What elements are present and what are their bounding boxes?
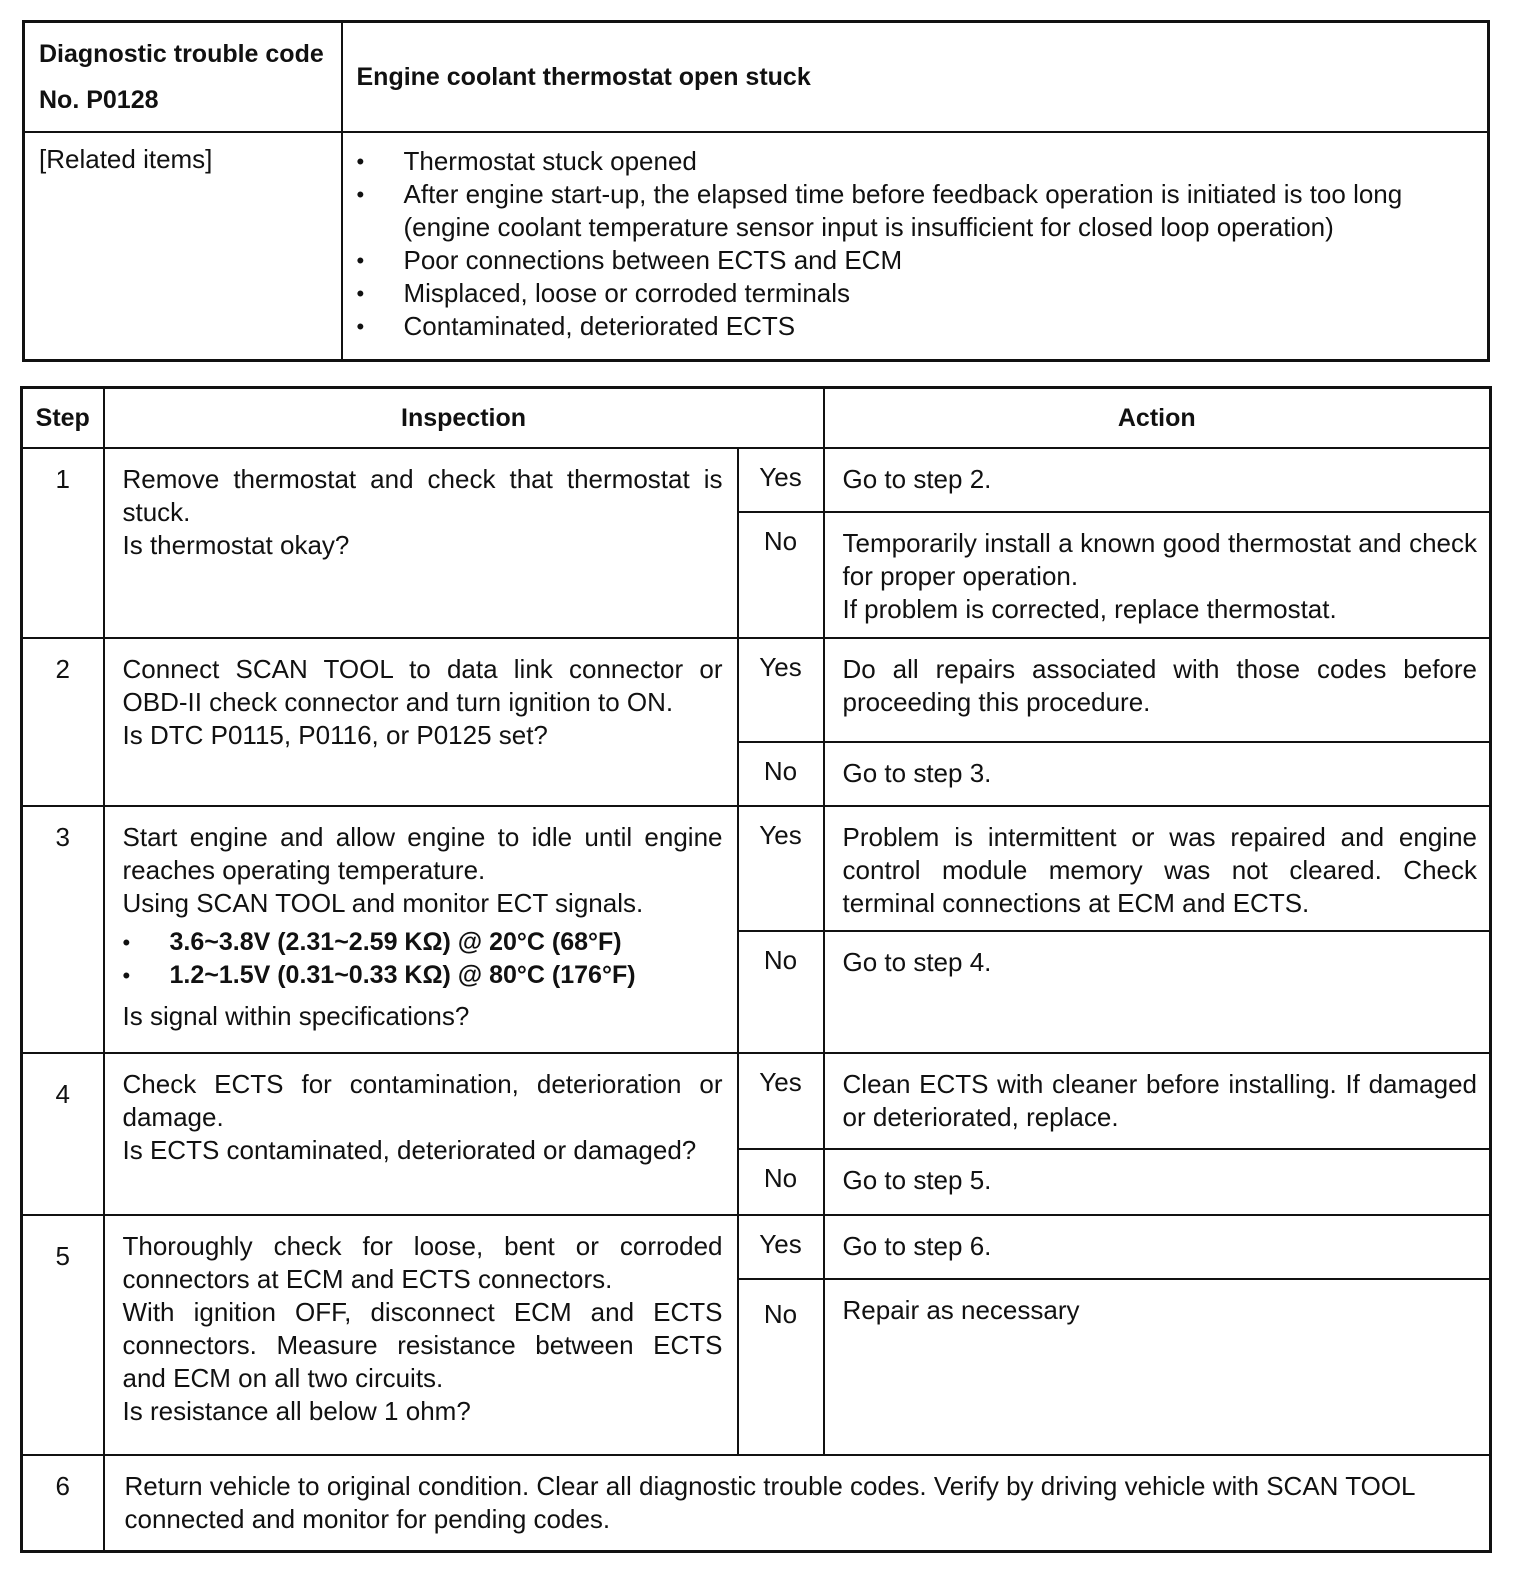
step-number: 1 xyxy=(22,448,104,638)
no-label: No xyxy=(738,1279,824,1455)
spec-item: • 1.2~1.5V (0.31~0.33 KΩ) @ 80°C (176°F) xyxy=(123,959,723,992)
column-header-step: Step xyxy=(22,388,104,449)
dtc-code-label: Diagnostic trouble code xyxy=(39,40,324,68)
step-question: Is signal within specifications? xyxy=(122,1001,470,1031)
dtc-code-number: No. P0128 xyxy=(39,86,159,114)
related-item: • Contaminated, deteriorated ECTS xyxy=(357,310,1474,343)
no-action: Repair as necessary xyxy=(824,1279,1491,1455)
dtc-title: Engine coolant thermostat open stuck xyxy=(342,22,1489,133)
no-action: Go to step 4. xyxy=(824,931,1491,1053)
yes-action: Clean ECTS with cleaner before installing. If damaged or deteriorated, replace. xyxy=(824,1053,1491,1149)
column-header-action: Action xyxy=(824,388,1491,449)
yes-action: Problem is intermittent or was repaired and engine control module memory was not cleared. Check terminal connections at ECM and ECTS. xyxy=(824,806,1491,931)
column-header-inspection: Inspection xyxy=(104,388,824,449)
spec-item: • 3.6~3.8V (2.31~2.59 KΩ) @ 20°C (68°F) xyxy=(123,926,723,959)
related-item: • Poor connections between ECTS and ECM xyxy=(357,244,1474,277)
no-action: Go to step 5. xyxy=(824,1149,1491,1215)
no-label: No xyxy=(738,512,824,638)
yes-label: Yes xyxy=(738,1215,824,1279)
procedure-table xyxy=(20,386,1492,1553)
step-number: 4 xyxy=(22,1053,104,1215)
step-inspection: Start engine and allow engine to idle until engine reaches operating temperature. Using SCAN TOOL and monitor ECT signals. • 3.6~3.8V (2.31~2.59 KΩ) @ 20°C (68°F) • 1.2~1.5V (0.31~0.33 KΩ) @ 80°C (176°F) Is signal within specifications? xyxy=(104,806,738,1053)
dtc-code-cell xyxy=(24,22,342,133)
step-number: 3 xyxy=(22,806,104,1053)
step-number: 5 xyxy=(22,1215,104,1455)
related-item: • Thermostat stuck opened xyxy=(357,145,1474,178)
yes-action: Go to step 2. xyxy=(824,448,1491,512)
yes-label: Yes xyxy=(738,448,824,512)
step-inspection: Remove thermostat and check that thermostat is stuck. Is thermostat okay? xyxy=(104,448,738,638)
no-action: Go to step 3. xyxy=(824,742,1491,806)
step-number: 6 xyxy=(22,1455,104,1552)
step-question: Is thermostat okay? xyxy=(122,530,350,560)
no-label: No xyxy=(738,742,824,806)
step-question: Is DTC P0115, P0116, or P0125 set? xyxy=(122,720,548,750)
step-question: Is resistance all below 1 ohm? xyxy=(122,1396,471,1426)
step-inspection: Check ECTS for contamination, deterioration or damage. Is ECTS contaminated, deteriorated or damaged? xyxy=(104,1053,738,1215)
step-inspection: Connect SCAN TOOL to data link connector or OBD-II check connector and turn ignition to ON. Is DTC P0115, P0116, or P0125 set? xyxy=(104,638,738,806)
related-item: • Misplaced, loose or corroded terminals xyxy=(357,277,1474,310)
no-label: No xyxy=(738,931,824,1053)
related-items-cell xyxy=(342,132,1489,361)
related-items-list xyxy=(357,145,1474,343)
yes-label: Yes xyxy=(738,1053,824,1149)
dtc-header-table xyxy=(22,20,1490,362)
spec-list xyxy=(123,926,723,992)
step-number: 2 xyxy=(22,638,104,806)
yes-action: Do all repairs associated with those codes before proceeding this procedure. xyxy=(824,638,1491,742)
step-question: Is ECTS contaminated, deteriorated or damaged? xyxy=(122,1135,697,1165)
no-label: No xyxy=(738,1149,824,1215)
yes-label: Yes xyxy=(738,638,824,742)
related-item: • After engine start-up, the elapsed time before feedback operation is initiated is too long (engine coolant temperature sensor input is insufficient for closed loop operation) xyxy=(357,178,1474,244)
step-inspection: Thoroughly check for loose, bent or corroded connectors at ECM and ECTS connectors. With ignition OFF, disconnect ECM and ECTS connectors. Measure resistance between ECTS and ECM on all two circuits. Is resistance all below 1 ohm? xyxy=(104,1215,738,1455)
no-action: Temporarily install a known good thermostat and check for proper operation. If problem is corrected, replace thermostat. xyxy=(824,512,1491,638)
yes-action: Go to step 6. xyxy=(824,1215,1491,1279)
yes-label: Yes xyxy=(738,806,824,931)
related-items-label: [Related items] xyxy=(24,132,342,361)
step-final-text: Return vehicle to original condition. Clear all diagnostic trouble codes. Verify by driving vehicle with SCAN TOOL connected and monitor for pending codes. xyxy=(104,1455,1491,1552)
